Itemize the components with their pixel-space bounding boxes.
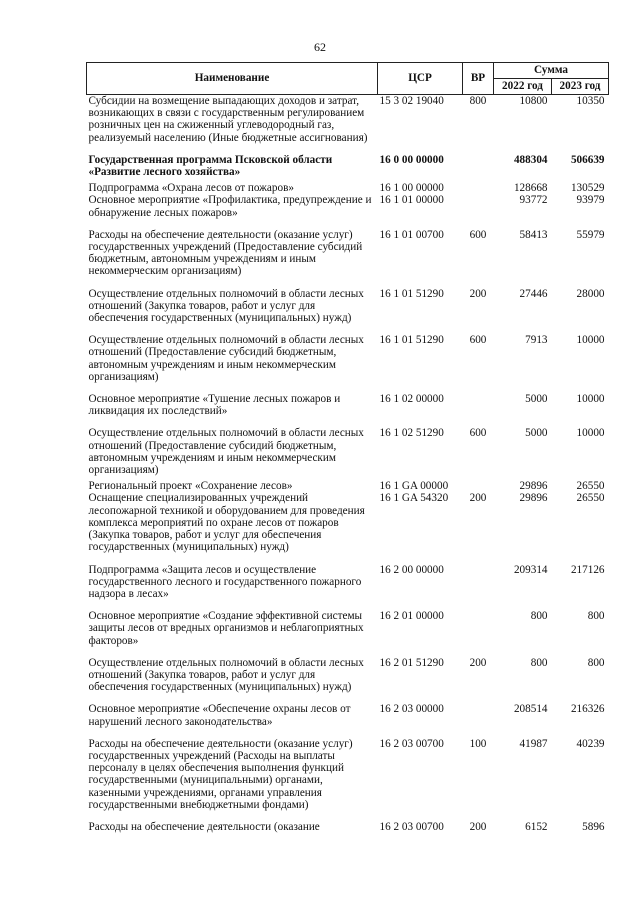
header-vr: ВР <box>463 63 494 95</box>
table-row <box>87 693 609 727</box>
row-vr: 200 <box>469 820 487 833</box>
row-vr: 600 <box>469 427 487 440</box>
row-csr: 16 2 03 00700 <box>379 737 444 750</box>
table-row <box>87 144 609 178</box>
row-sum-2022: 488304 <box>513 153 548 166</box>
row-sum-2022: 5000 <box>525 427 548 440</box>
row-vr <box>463 383 494 417</box>
table-row <box>87 95 609 144</box>
row-sum-2023: 130529 <box>570 182 605 195</box>
row-vr <box>463 178 494 194</box>
row-vr <box>463 144 494 178</box>
row-sum-2023: 5896 <box>582 820 605 833</box>
row-sum-2023: 28000 <box>576 287 605 300</box>
row-name: Осуществление отдельных полномочий в области лесных отношений (Закупка товаров, работ и услуг для обеспечения государственных (муниципальных) нужд) <box>88 656 364 694</box>
table-row <box>87 728 609 811</box>
row-csr: 16 1 02 51290 <box>379 427 444 440</box>
table-row <box>87 417 609 476</box>
row-sum-2022: 7913 <box>525 334 548 347</box>
header-year-2023: 2023 год <box>552 79 609 95</box>
row-name: Основное мероприятие «Создание эффективной системы защиты лесов от вредных организмов и неблагоприятных факторов» <box>88 610 364 647</box>
table-body <box>87 95 609 834</box>
row-name: Региональный проект «Сохранение лесов» <box>88 480 293 493</box>
header-sum: Сумма <box>494 63 609 79</box>
row-vr: 200 <box>469 656 487 669</box>
row-sum-2023: 10000 <box>576 393 605 406</box>
row-sum-2023: 93979 <box>576 194 605 207</box>
row-vr: 600 <box>469 228 487 241</box>
row-sum-2022: 6152 <box>525 820 548 833</box>
row-sum-2022: 800 <box>530 610 548 623</box>
header-name: Наименование <box>87 63 378 95</box>
row-csr: 16 2 03 00000 <box>379 703 444 716</box>
row-csr: 16 2 03 00700 <box>379 820 444 833</box>
row-sum-2023: 800 <box>587 610 605 623</box>
table-row <box>87 554 609 601</box>
row-vr <box>463 554 494 601</box>
row-sum-2022: 29896 <box>519 480 548 493</box>
row-vr: 200 <box>469 492 487 505</box>
row-csr: 16 1 01 00700 <box>379 228 444 241</box>
row-csr: 16 1 00 00000 <box>379 182 444 195</box>
row-sum-2022: 5000 <box>525 393 548 406</box>
table-row <box>87 492 609 553</box>
row-name: Основное мероприятие «Обеспечение охраны лесов от нарушений лесного законодательства» <box>88 703 351 728</box>
row-csr: 16 1 01 00000 <box>379 194 444 207</box>
row-name: Осуществление отдельных полномочий в области лесных отношений (Предоставление субсидий бюджетным, автономным учреждениям и иным некоммерческим организациям) <box>88 334 364 383</box>
row-sum-2023: 40239 <box>576 737 605 750</box>
row-name: Расходы на обеспечение деятельности (оказание <box>88 820 320 833</box>
row-csr: 16 2 01 51290 <box>379 656 444 669</box>
row-sum-2022: 209314 <box>513 563 548 576</box>
row-sum-2022: 10800 <box>519 95 548 107</box>
row-sum-2022: 58413 <box>519 228 548 241</box>
budget-table <box>86 62 609 833</box>
row-sum-2022: 29896 <box>519 492 548 505</box>
row-name: Осуществление отдельных полномочий в области лесных отношений (Предоставление субсидий бюджетным, автономным учреждениям и иным некоммерческим организациям) <box>88 427 364 477</box>
row-sum-2023: 26550 <box>576 480 605 493</box>
row-csr: 16 1 GA 54320 <box>379 492 449 505</box>
row-csr: 16 1 GA 00000 <box>379 480 449 493</box>
row-csr: 16 1 01 51290 <box>379 334 444 347</box>
row-vr <box>463 600 494 647</box>
row-sum-2023: 10000 <box>576 427 605 440</box>
row-name: Государственная программа Псковской области «Развитие лесного хозяйства» <box>88 153 333 179</box>
row-vr: 600 <box>469 334 487 347</box>
header-year-2022: 2022 год <box>494 79 552 95</box>
row-csr: 16 0 00 00000 <box>379 153 444 166</box>
table-row <box>87 324 609 383</box>
row-name: Осуществление отдельных полномочий в области лесных отношений (Закупка товаров, работ и услуг для обеспечения государственных (муниципальных) нужд) <box>88 287 364 325</box>
row-sum-2023: 216326 <box>570 703 605 716</box>
row-name: Основное мероприятие «Тушение лесных пожаров и ликвидация их последствий» <box>88 393 341 418</box>
row-name: Расходы на обеспечение деятельности (оказание услуг) государственных учреждений (Расходы на выплаты персоналу в целях обеспечения выполнения функций государственными (муниципальными) органами, казенными учреждениями, органами управления государственными внебюджетными фондами) <box>88 737 353 811</box>
table-row <box>87 383 609 417</box>
row-sum-2023: 217126 <box>570 563 605 576</box>
row-sum-2022: 41987 <box>519 737 548 750</box>
row-name: Подпрограмма «Защита лесов и осуществление государственного лесного и государственного пожарного надзора в лесах» <box>88 563 362 600</box>
row-vr <box>463 693 494 727</box>
row-sum-2023: 10350 <box>576 95 605 107</box>
row-name: Подпрограмма «Охрана лесов от пожаров» <box>88 182 294 195</box>
row-sum-2022: 800 <box>530 656 548 669</box>
row-sum-2023: 800 <box>587 656 605 669</box>
table-row <box>87 476 609 492</box>
row-sum-2023: 10000 <box>576 334 605 347</box>
row-csr: 15 3 02 19040 <box>379 95 444 107</box>
row-csr: 16 1 02 00000 <box>379 393 444 406</box>
row-vr: 200 <box>469 287 487 300</box>
row-sum-2023: 506639 <box>570 153 605 166</box>
row-name: Расходы на обеспечение деятельности (оказание услуг) государственных учреждений (Предоставление субсидий бюджетным, автономным учреждениям и иным некоммерческим организациям) <box>88 228 363 278</box>
header-csr: ЦСР <box>378 63 463 95</box>
row-sum-2022: 93772 <box>519 194 548 207</box>
row-vr: 100 <box>469 737 487 750</box>
row-sum-2022: 27446 <box>519 287 548 300</box>
row-sum-2023: 55979 <box>576 228 605 241</box>
table-row <box>87 219 609 278</box>
table-row <box>87 178 609 194</box>
table-row <box>87 600 609 647</box>
row-csr: 16 1 01 51290 <box>379 287 444 300</box>
row-vr: 800 <box>469 95 487 107</box>
row-sum-2022: 208514 <box>513 703 548 716</box>
page-number: 62 <box>314 40 326 54</box>
row-name: Основное мероприятие «Профилактика, предупреждение и обнаружение лесных пожаров» <box>88 194 372 219</box>
row-sum-2023: 26550 <box>576 492 605 505</box>
table-row <box>87 647 609 694</box>
row-sum-2022: 128668 <box>513 182 548 195</box>
row-csr: 16 2 01 00000 <box>379 610 444 623</box>
table-row <box>87 278 609 325</box>
row-name: Субсидии на возмещение выпадающих доходов и затрат, возникающих в связи с государственным регулированием розничных цен на сжиженный углеводородный газ, реализуемый населению (Иные бюджетные ассигнования) <box>88 95 368 144</box>
row-vr <box>463 194 494 218</box>
table-row <box>87 811 609 833</box>
row-vr <box>463 476 494 492</box>
table-row <box>87 194 609 218</box>
table-header <box>87 63 609 95</box>
row-name: Оснащение специализированных учреждений лесопожарной техникой и оборудованием для проведения комплекса мероприятий по охране лесов от пожаров (Закупка товаров, работ и услуг для обеспечения государственных (муниципальных) нужд) <box>88 492 365 554</box>
row-csr: 16 2 00 00000 <box>379 563 444 576</box>
